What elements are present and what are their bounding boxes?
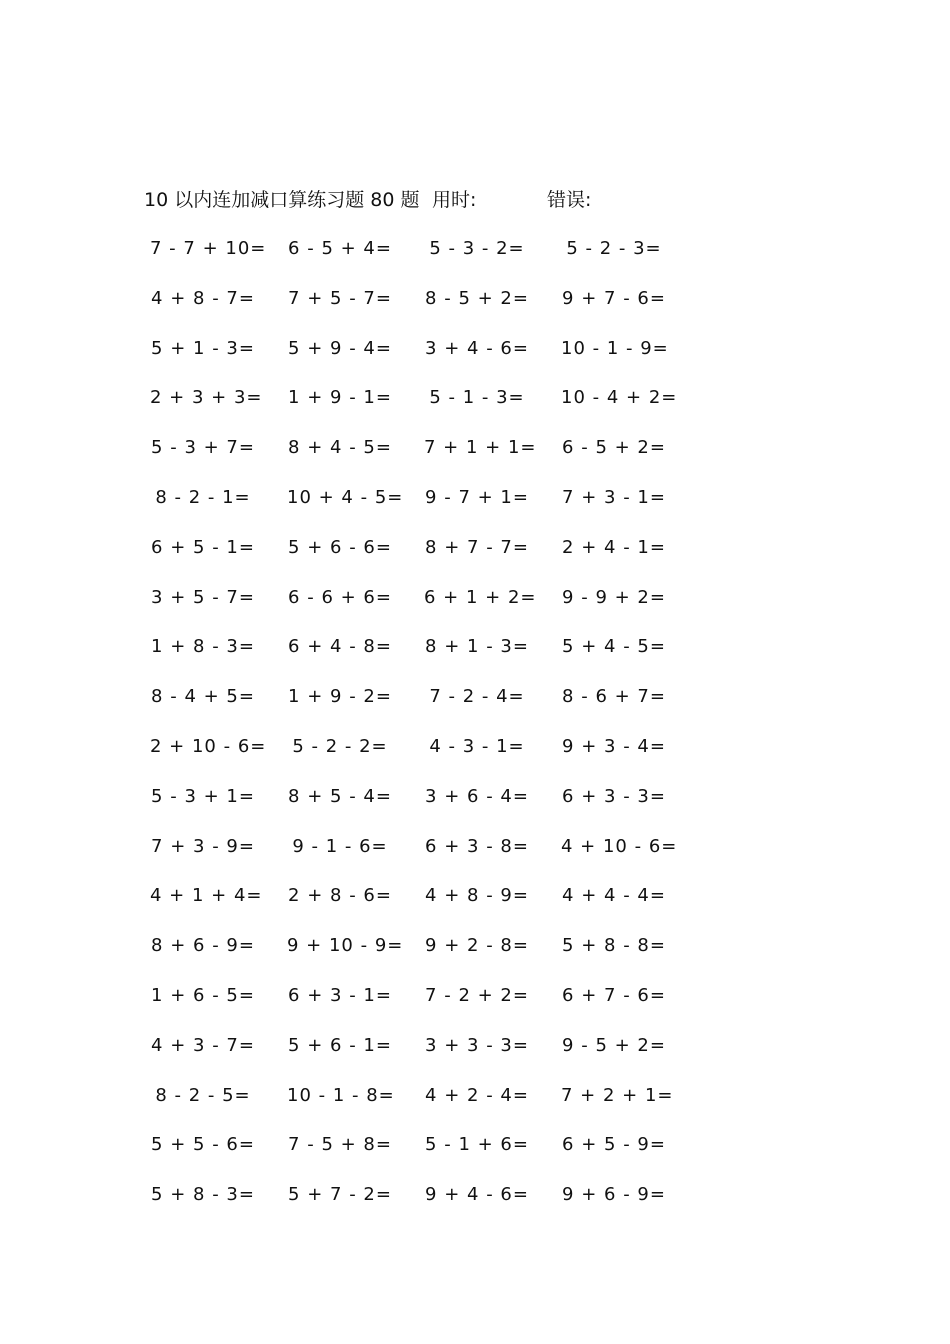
problem-row — [150, 1181, 690, 1209]
problem-cell: 3 + 4 - 6= — [425, 337, 529, 359]
problem-cell: 6 + 5 - 1= — [151, 536, 255, 558]
problem-cell: 6 + 1 + 2= — [424, 586, 537, 608]
problem-row — [150, 484, 690, 512]
problem-cell: 9 + 10 - 9= — [287, 935, 404, 957]
problem-cell: 5 + 6 - 6= — [288, 536, 392, 558]
problem-cell: 8 + 4 - 5= — [288, 437, 392, 459]
problem-row — [150, 982, 690, 1010]
problem-cell: 4 - 3 - 1= — [429, 736, 525, 757]
problem-row — [150, 1131, 690, 1159]
problem-row — [150, 683, 690, 711]
problem-cell: 8 + 5 - 4= — [288, 785, 392, 807]
problem-cell: 8 + 1 - 3= — [425, 636, 529, 658]
problem-cell: 7 - 5 + 8= — [288, 1134, 392, 1156]
problem-cell: 8 + 6 - 9= — [151, 935, 255, 957]
problem-cell: 5 - 1 - 3= — [429, 387, 525, 409]
problem-cell: 8 - 4 + 5= — [151, 686, 255, 708]
problem-cell: 4 + 1 + 4= — [150, 885, 263, 907]
problem-cell: 4 + 10 - 6= — [561, 835, 678, 857]
problem-row — [150, 833, 690, 861]
problem-cell: 7 + 2 + 1= — [561, 1084, 674, 1106]
problem-cell: 9 - 7 + 1= — [425, 487, 529, 508]
problem-cell: 10 + 4 - 5= — [287, 487, 404, 508]
problem-cell: 7 - 2 - 4= — [429, 686, 525, 708]
problem-cell: 5 + 9 - 4= — [288, 337, 392, 359]
problem-cell: 7 + 1 + 1= — [424, 437, 537, 459]
problem-cell: 9 - 5 + 2= — [562, 1034, 666, 1056]
problem-row — [150, 1032, 690, 1060]
problem-cell: 1 + 6 - 5= — [151, 985, 255, 1006]
problem-cell: 6 + 3 - 8= — [425, 835, 529, 857]
problem-cell: 8 - 2 - 1= — [155, 487, 251, 508]
problem-row — [150, 932, 690, 960]
problem-cell: 1 + 9 - 1= — [288, 387, 392, 409]
problem-cell: 10 - 1 - 9= — [561, 337, 669, 359]
problem-cell: 5 - 2 - 2= — [292, 736, 388, 757]
problem-cell: 10 - 4 + 2= — [561, 387, 678, 409]
problem-cell: 5 - 3 + 7= — [151, 437, 255, 459]
problem-cell: 4 + 2 - 4= — [425, 1084, 529, 1106]
problem-cell: 2 + 3 + 3= — [150, 387, 263, 409]
problem-cell: 7 + 3 - 9= — [151, 835, 255, 857]
problem-row — [150, 584, 690, 612]
problem-cell: 7 - 2 + 2= — [425, 985, 529, 1006]
problem-cell: 5 + 5 - 6= — [151, 1134, 255, 1156]
problem-cell: 5 + 4 - 5= — [562, 636, 666, 658]
problem-cell: 2 + 10 - 6= — [150, 736, 267, 757]
problem-cell: 8 - 2 - 5= — [155, 1084, 251, 1106]
problem-cell: 7 + 5 - 7= — [288, 287, 392, 309]
problem-cell: 6 + 4 - 8= — [288, 636, 392, 658]
problem-cell: 5 - 3 - 2= — [429, 238, 525, 259]
problem-cell: 8 - 5 + 2= — [425, 287, 529, 309]
problem-cell: 5 - 2 - 3= — [566, 238, 662, 259]
problem-cell: 5 - 1 + 6= — [425, 1134, 529, 1156]
problem-row — [150, 1082, 690, 1110]
problem-row — [150, 534, 690, 562]
problem-cell: 9 + 3 - 4= — [562, 736, 666, 757]
problem-cell: 3 + 5 - 7= — [151, 586, 255, 608]
problem-cell: 5 + 8 - 3= — [151, 1184, 255, 1206]
problem-cell: 6 + 3 - 3= — [562, 785, 666, 807]
problem-cell: 5 + 1 - 3= — [151, 337, 255, 359]
problem-cell: 4 + 4 - 4= — [562, 885, 666, 907]
errors-label: 错误: — [547, 189, 592, 211]
problem-cell: 6 + 7 - 6= — [562, 985, 666, 1006]
problem-cell: 9 + 7 - 6= — [562, 287, 666, 309]
problem-row — [150, 733, 690, 761]
problem-cell: 6 - 5 + 4= — [288, 238, 392, 259]
problem-row — [150, 633, 690, 661]
problem-cell: 5 + 6 - 1= — [288, 1034, 392, 1056]
problem-cell: 9 - 1 - 6= — [292, 835, 388, 857]
problem-cell: 4 + 3 - 7= — [151, 1034, 255, 1056]
problem-row — [150, 434, 690, 462]
problem-row — [150, 285, 690, 313]
problem-cell: 6 + 5 - 9= — [562, 1134, 666, 1156]
problem-row — [150, 783, 690, 811]
problem-cell: 5 + 8 - 8= — [562, 935, 666, 957]
problem-cell: 9 + 2 - 8= — [425, 935, 529, 957]
problem-cell: 7 + 3 - 1= — [562, 487, 666, 508]
worksheet-title: 10 以内连加减口算练习题 80 题 — [144, 189, 420, 211]
problem-row — [150, 882, 690, 910]
problem-row — [150, 235, 690, 263]
problem-cell: 8 - 6 + 7= — [562, 686, 666, 708]
problem-row — [150, 384, 690, 412]
problem-cell: 4 + 8 - 7= — [151, 287, 255, 309]
problem-cell: 5 - 3 + 1= — [151, 785, 255, 807]
problem-cell: 3 + 3 - 3= — [425, 1034, 529, 1056]
problem-cell: 6 + 3 - 1= — [288, 985, 392, 1006]
problem-cell: 5 + 7 - 2= — [288, 1184, 392, 1206]
problem-cell: 1 + 9 - 2= — [288, 686, 392, 708]
problem-cell: 7 - 7 + 10= — [150, 238, 267, 259]
problem-cell: 10 - 1 - 8= — [287, 1084, 395, 1106]
problem-cell: 2 + 8 - 6= — [288, 885, 392, 907]
problem-cell: 1 + 8 - 3= — [151, 636, 255, 658]
problem-cell: 2 + 4 - 1= — [562, 536, 666, 558]
problem-cell: 4 + 8 - 9= — [425, 885, 529, 907]
problem-cell: 9 - 9 + 2= — [562, 586, 666, 608]
problem-cell: 6 - 6 + 6= — [288, 586, 392, 608]
problem-row — [150, 335, 690, 363]
problem-cell: 6 - 5 + 2= — [562, 437, 666, 459]
problem-cell: 9 + 6 - 9= — [562, 1184, 666, 1206]
problem-cell: 3 + 6 - 4= — [425, 785, 529, 807]
time-used-label: 用时: — [432, 189, 477, 211]
problem-cell: 9 + 4 - 6= — [425, 1184, 529, 1206]
problem-cell: 8 + 7 - 7= — [425, 536, 529, 558]
